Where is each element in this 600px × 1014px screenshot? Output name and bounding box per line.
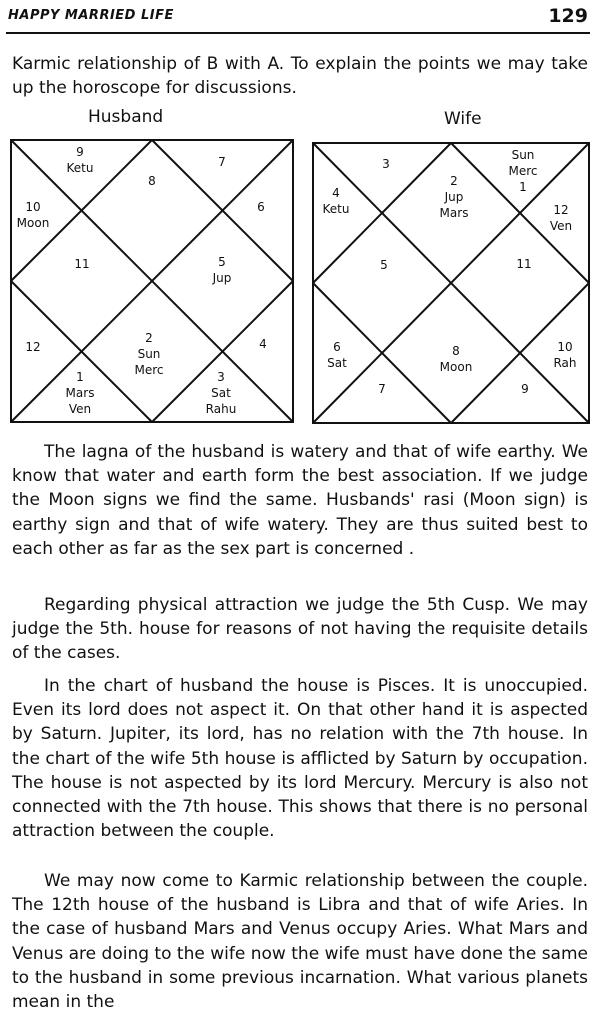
house-label-center-left: 5 bbox=[380, 258, 388, 272]
house-label-top-center: 8 bbox=[148, 174, 156, 188]
house-label-top-left: 3 bbox=[382, 157, 390, 171]
husband-chart-title: Husband bbox=[88, 107, 164, 127]
house-label-left-upper: 4 Ketu bbox=[322, 186, 350, 216]
house-label-top-left: 9 Ketu bbox=[66, 145, 94, 175]
house-label-right-upper: 12 Ven bbox=[549, 203, 573, 233]
house-label-right-upper: 6 bbox=[257, 200, 265, 214]
house-label-top-right: Sun Merc 1 bbox=[508, 148, 538, 194]
house-label-bottom-right: 9 bbox=[521, 382, 529, 396]
house-label-right-lower: 10 Rah bbox=[553, 340, 577, 370]
house-label-center-bottom: 8 Moon bbox=[439, 344, 473, 374]
house-label-top-right: 7 bbox=[218, 155, 226, 169]
house-label-bottom-left: 7 bbox=[378, 382, 386, 396]
house-label-center-bottom: 2 Sun Merc bbox=[134, 331, 164, 377]
paragraph-karmic-relationship: We may now come to Karmic relationship between the couple. The 12th house of the husband is Libra and that of wife Aries. In the case of husband Mars and Venus occupy Aries. What Mars and Venus are doing to the wife now the wife must have done the same to the husband in some previous incarnation. What various planets mean in the bbox=[12, 871, 588, 1013]
page-header bbox=[6, 2, 590, 34]
house-label-right-lower: 4 bbox=[259, 337, 267, 351]
paragraph-fifth-house: In the chart of husband the house is Pisces. It is unoccupied. Even its lord does not aspect it. On that other hand it is aspected by Saturn. Jupiter, its lord, has no relation with the 7th house. In the chart of the wife 5th house is afflicted by Saturn by occupation. The house is not aspected by its lord Mercury. Mercury is also not connected with the 7th house. This shows that there is no personal attraction between the couple. bbox=[12, 676, 588, 842]
house-label-center-left: 11 bbox=[74, 257, 90, 271]
house-label-left-lower: 12 bbox=[25, 340, 41, 354]
intro-paragraph: Karmic relationship of B with A. To explain the points we may take up the horoscope for discussions. bbox=[12, 54, 588, 99]
husband-horoscope-chart bbox=[10, 139, 296, 425]
wife-horoscope-chart bbox=[312, 142, 592, 426]
wife-chart-title: Wife bbox=[444, 109, 482, 129]
house-label-center-right: 5 Jup bbox=[212, 255, 232, 285]
house-label-top-center: 2 Jup Mars bbox=[439, 174, 469, 220]
paragraph-physical-attraction: Regarding physical attraction we judge the 5th Cusp. We may judge the 5th. house for reasons of not having the requisite details of the cases. bbox=[12, 595, 588, 664]
house-label-left-lower: 6 Sat bbox=[327, 340, 347, 370]
paragraph-lagna: The lagna of the husband is watery and that of wife earthy. We know that water and earth form the best association. If we judge the Moon signs we find the same. Husbands' rasi (Moon sign) is earthy sign and that of wife watery. They are thus suited best to each other as far as the sex part is concerned . bbox=[12, 442, 588, 559]
house-label-bottom-right: 3 Sat Rahu bbox=[205, 370, 237, 416]
page-number: 129 bbox=[548, 5, 588, 27]
running-title: HAPPY MARRIED LIFE bbox=[8, 8, 174, 23]
house-label-center-right: 11 bbox=[516, 257, 532, 271]
house-label-bottom-left: 1 Mars Ven bbox=[65, 370, 95, 416]
house-label-left-upper: 10 Moon bbox=[16, 200, 50, 230]
